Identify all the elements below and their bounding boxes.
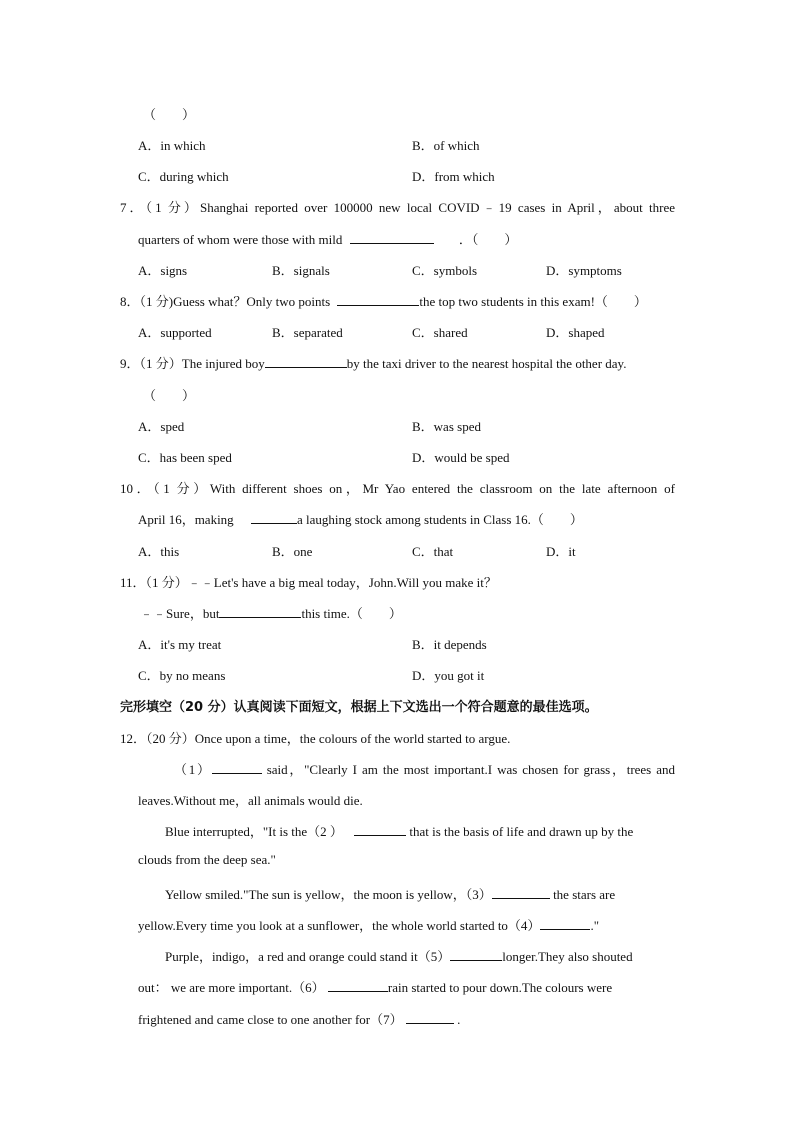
q12-p2-line1 <box>165 821 633 840</box>
q12-blank-3[interactable] <box>492 887 550 899</box>
q12-blank-5[interactable] <box>450 949 502 961</box>
q12-p4-text-f: . <box>457 1012 461 1027</box>
q10-blank[interactable] <box>251 512 297 524</box>
q12-p1-line2: leaves.Without me，all animals would die. <box>138 793 363 808</box>
q12-blank-2[interactable] <box>354 824 406 836</box>
q12-p3-text-d: ." <box>590 918 599 933</box>
q7-bracket: ．（ ） <box>458 232 518 247</box>
q6-option-d[interactable]: D．from which <box>412 169 495 184</box>
q11-option-b[interactable]: B．it depends <box>412 637 487 652</box>
q9-option-c[interactable]: C．has been sped <box>138 450 232 465</box>
q7-option-b[interactable]: B．signals <box>272 263 330 278</box>
q7-stem-line1: 7．（1 分）Shanghai reported over 100000 new local COVID﹣19 cases in April，about three <box>120 200 675 215</box>
q10-option-b[interactable]: B．one <box>272 544 313 559</box>
q12-p4-text-b: longer.They also shouted <box>502 949 633 964</box>
q12-heading: 12．（20 分）Once upon a time，the colours of the world started to argue. <box>120 731 511 746</box>
q8-option-a[interactable]: A．supported <box>138 325 212 340</box>
q10-option-a[interactable]: A．this <box>138 544 180 559</box>
q9-option-d[interactable]: D．would be sped <box>412 450 510 465</box>
q10-text-b: a laughing stock among students in Class 16.（ ） <box>296 512 583 527</box>
q11-text-b: this time.（ ） <box>301 606 402 621</box>
q9-bracket: （ ） <box>143 388 196 403</box>
section-title: 完形填空（20 分）认真阅读下面短文，根据上下文选出一个符合题意的最佳选项。 <box>120 700 598 715</box>
q6-option-c[interactable]: C．during which <box>138 169 229 184</box>
q12-p3-text-a: Yellow smiled."The sun is yellow，the moon is yellow，（3） <box>165 887 492 902</box>
q6-option-b[interactable]: B．of which <box>412 138 480 153</box>
q9-option-b[interactable]: B．was sped <box>412 419 481 434</box>
q10-option-c[interactable]: C．that <box>412 544 454 559</box>
q8-option-d[interactable]: D．shaped <box>546 325 605 340</box>
q8-blank[interactable] <box>337 294 419 306</box>
q12-blank-1[interactable] <box>212 762 262 774</box>
q11-option-a[interactable]: A．it's my treat <box>138 637 222 652</box>
q8-option-b[interactable]: B．separated <box>272 325 343 340</box>
q10-text-a: April 16，making <box>138 512 234 527</box>
q10-stem-line1: 10．（1 分）With different shoes on，Mr Yao entered the classroom on the late afternoon of <box>120 481 675 496</box>
q8-option-c[interactable]: C．shared <box>412 325 468 340</box>
q12-p4-text-c: out： we are more important.（6） <box>138 980 325 995</box>
q7-text: quarters of whom were those with mild <box>138 232 343 247</box>
q6-option-a[interactable]: A．in which <box>138 138 206 153</box>
q12-p1-line1 <box>174 759 675 778</box>
q11-text-a: ﹣﹣Sure，but <box>140 606 220 621</box>
q12-p2-line2: clouds from the deep sea." <box>138 852 276 867</box>
q9-blank[interactable] <box>265 356 347 368</box>
q12-blank-1-label: （1） <box>174 762 212 777</box>
q12-p4-line3 <box>138 1009 460 1028</box>
q12-p2-text-b: that is the basis of life and drawn up by the <box>409 824 634 839</box>
q12-p4-text-a: Purple，indigo，a red and orange could stand it（5） <box>165 949 451 964</box>
q9-text-a: 9．（1 分）The injured boy <box>120 356 265 371</box>
q8-text-b: the top two students in this exam!（ ） <box>419 294 647 309</box>
q11-stem-line2 <box>140 603 402 622</box>
q9-stem <box>120 353 626 372</box>
q12-p4-line1 <box>165 946 633 965</box>
q12-p3-line1 <box>165 884 615 903</box>
q11-option-d[interactable]: D．you got it <box>412 668 485 683</box>
q10-option-d[interactable]: D．it <box>546 544 576 559</box>
q11-option-c[interactable]: C．by no means <box>138 668 226 683</box>
q8-text-a: 8．（1 分)Guess what？Only two points <box>120 294 331 309</box>
q11-stem-line1: 11．（1 分）﹣﹣Let's have a big meal today，John.Will you make it？ <box>120 575 497 590</box>
q12-blank-7[interactable] <box>406 1012 454 1024</box>
q12-p2-text-a: Blue interrupted，"It is the（2 ） <box>165 824 343 839</box>
q12-p3-text-b: the stars are <box>553 887 616 902</box>
q12-p3-text-c: yellow.Every time you look at a sunflower，the whole world started to（4） <box>138 918 541 933</box>
q7-option-d[interactable]: D．symptoms <box>546 263 622 278</box>
q12-p4-text-e: frightened and came close to one another for（7） <box>138 1012 403 1027</box>
q12-blank-4[interactable] <box>540 918 590 930</box>
q11-blank[interactable] <box>219 606 301 618</box>
q10-stem-line2 <box>138 509 583 528</box>
q12-p4-text-d: rain started to pour down.The colours were <box>387 980 613 995</box>
q7-blank[interactable] <box>350 232 434 244</box>
q12-p4-line2 <box>138 977 612 996</box>
q7-option-c[interactable]: C．symbols <box>412 263 478 278</box>
q12-blank-6[interactable] <box>328 980 388 992</box>
q12-p3-line2 <box>138 915 599 934</box>
q8-stem <box>120 291 647 310</box>
q9-option-a[interactable]: A．sped <box>138 419 185 434</box>
q6-bracket: （ ） <box>143 107 196 122</box>
q12-p1-text: said，"Clearly I am the most important.I was chosen for grass，trees and <box>266 762 675 777</box>
q9-text-b: by the taxi driver to the nearest hospital the other day. <box>346 356 627 371</box>
q7-option-a[interactable]: A．signs <box>138 263 188 278</box>
q7-stem-line2 <box>138 229 517 248</box>
